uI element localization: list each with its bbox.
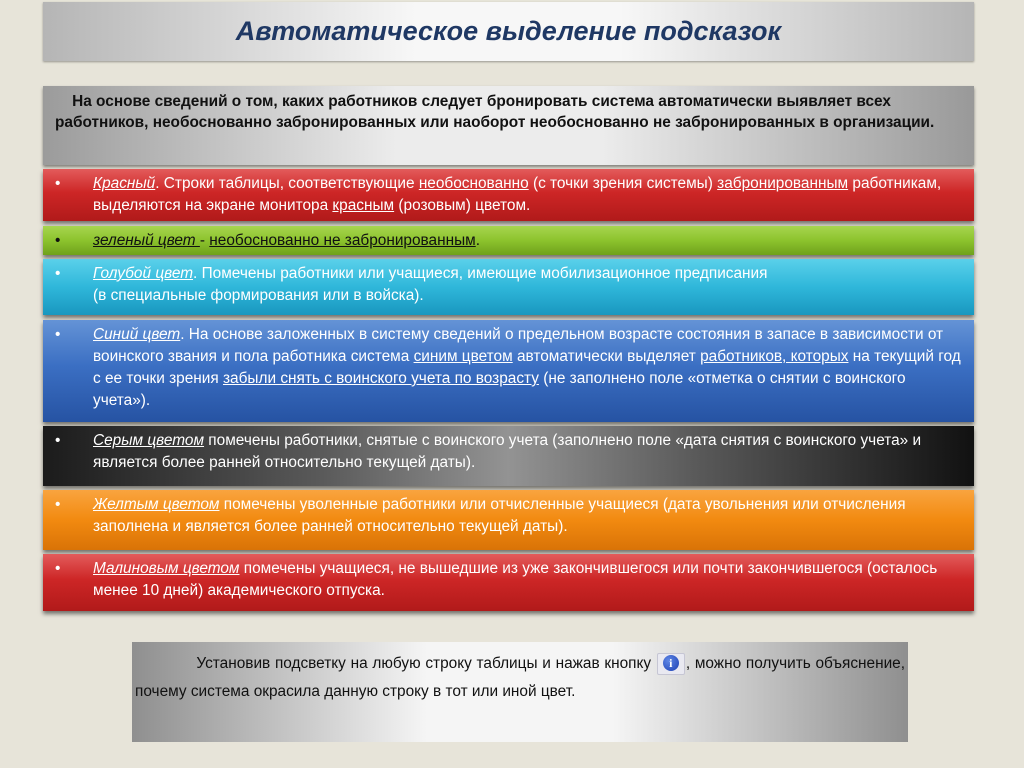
text-segment: (в специальные формирования или в войска). [93, 287, 424, 304]
bullet: • [55, 232, 61, 249]
green-row-legend [43, 226, 974, 255]
text-segment: . Строки таблицы, соответствующие [155, 175, 419, 192]
text-segment: (не заполнено поле «отметка о снятии с воинского учета»). [93, 370, 906, 409]
crimson-row-text [93, 558, 964, 602]
underlined-text: необоснованно не забронированным [209, 232, 476, 249]
title-bar [43, 2, 974, 61]
yellow-row-text [93, 494, 964, 538]
footer-text: Установив подсветку на любую строку таблицы и нажав кнопку [196, 655, 656, 672]
text-segment: (розовым) цветом. [394, 197, 531, 214]
text-segment: на текущий год с ее точки зрения [93, 348, 961, 387]
bullet: • [55, 175, 61, 192]
text-segment: работникам, выделяются на экране монитора [93, 175, 942, 214]
yellow-color-name: Желтым цветом [93, 496, 220, 513]
green-row-text [93, 230, 964, 252]
text-segment: помечены работники, снятые с воинского учета (заполнено поле «дата снятия с воинского учета» и является более ранней относительно текущей даты). [93, 432, 922, 471]
blue-row-text [93, 324, 964, 412]
text-segment: . [475, 232, 481, 249]
crimson-row-legend [43, 554, 974, 611]
blue-row-legend [43, 320, 974, 422]
intro-paragraph: На основе сведений о том, каких работников следует бронировать система автоматически выявляет всех работников, необоснованно забронированных или наоборот необоснованно не забронированных в организации. [55, 93, 935, 131]
text-segment: помечены учащиеся, не вышедшие из уже закончившегося или почти закончившегося (осталось менее 10 дней) академического отпуска. [93, 560, 938, 599]
bullet: • [55, 326, 61, 343]
underlined-text: синим цветом [413, 348, 513, 365]
text-segment: - [199, 232, 210, 249]
bullet: • [55, 432, 61, 449]
text-segment: . Помечены работники или учащиеся, имеющие мобилизационное предписания [193, 265, 768, 282]
bullet: • [55, 560, 61, 577]
text-segment: автоматически выделяет [512, 348, 701, 365]
yellow-row-legend [43, 490, 974, 550]
underlined-text: забыли снять с воинского учета по возрасту [222, 370, 539, 387]
gray-row-legend [43, 426, 974, 486]
footer-note [132, 642, 908, 742]
gray-row-text [93, 430, 964, 474]
red-row-legend [43, 169, 974, 221]
page-title: Автоматическое выделение подсказок [235, 16, 782, 46]
green-color-name: зеленый цвет [93, 232, 200, 249]
bullet: • [55, 265, 61, 282]
cyan-color-name: Голубой цвет [93, 265, 194, 282]
bullet: • [55, 496, 61, 513]
red-row-text [93, 173, 964, 217]
text-segment: . На основе заложенных в систему сведений о предельном возрасте состояния в запасе в зависимости от воинского звания и пола работника система [93, 326, 944, 365]
text-segment: помечены уволенные работники или отчисленные учащиеся (дата увольнения или отчисления заполнена и является более ранней относительно текущей даты). [93, 496, 906, 535]
underlined-text: необоснованно [418, 175, 529, 192]
red-color-name: Красный [93, 175, 156, 192]
intro-text [43, 86, 974, 165]
text-segment: (с точки зрения системы) [528, 175, 718, 192]
crimson-color-name: Малиновым цветом [93, 560, 240, 577]
cyan-row-text [93, 263, 964, 307]
gray-color-name: Серым цветом [93, 432, 205, 449]
blue-color-name: Синий цвет [93, 326, 181, 343]
footer-text: , можно получить объяснение, почему система окрасила данную строку в тот или иной цвет. [135, 655, 905, 700]
underlined-text: забронированным [717, 175, 849, 192]
underlined-text: работников, которых [700, 348, 849, 365]
underlined-text: красным [332, 197, 395, 214]
cyan-row-legend [43, 259, 974, 315]
info-icon: i [663, 655, 679, 671]
info-button[interactable] [657, 653, 685, 675]
